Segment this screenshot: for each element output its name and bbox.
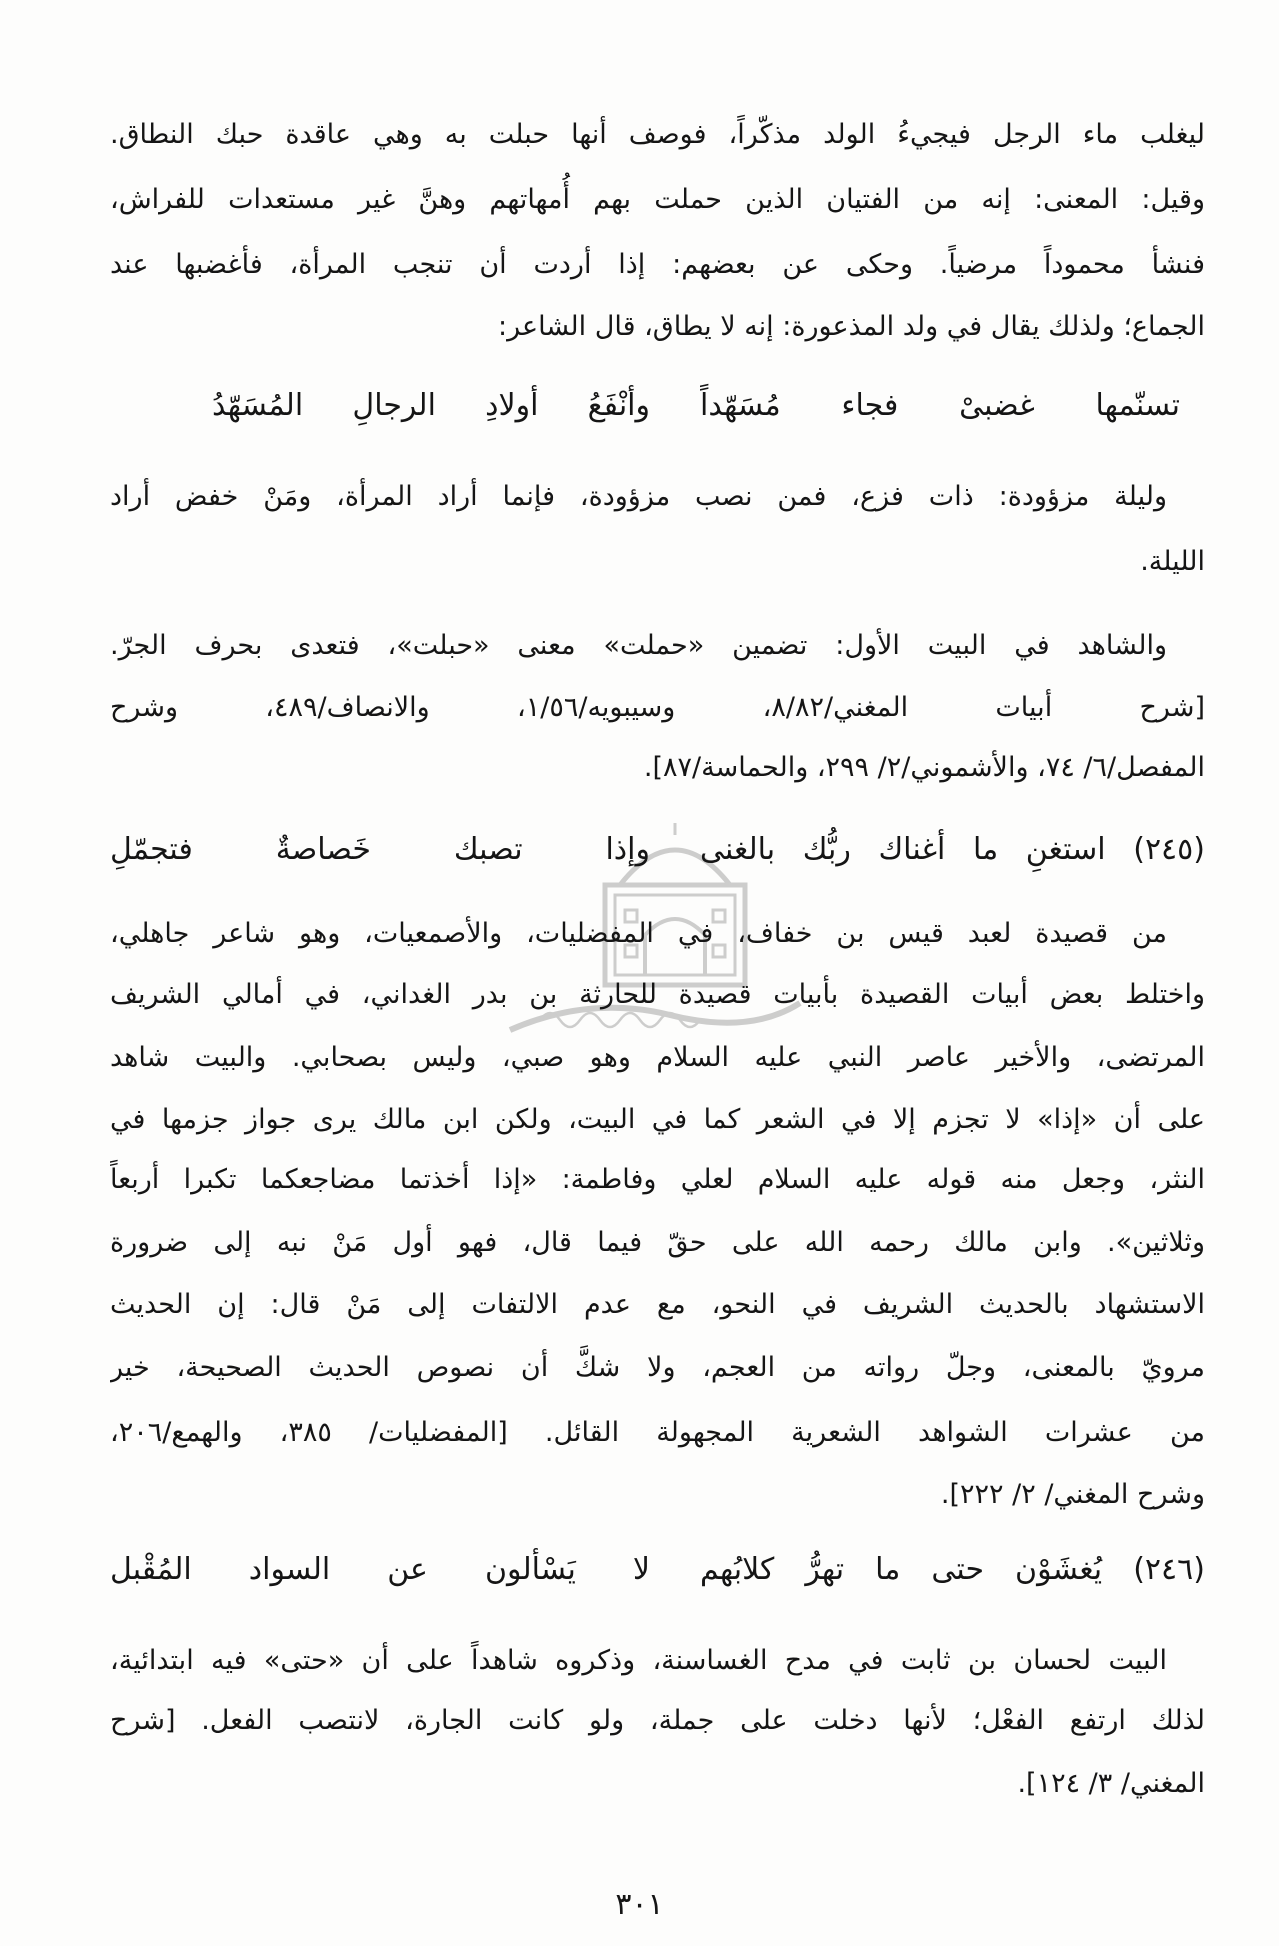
verse-first-hemistich (700, 820, 1205, 880)
commentary-line: النثر، وجعل منه قوله عليه السلام لعلي وفاطمة: «إذا أخذتما مضاجعكما تكبرا أربعاً (110, 1164, 1205, 1195)
verse-second-hemistich: لا يَسْألون عن السواد المُقْبل (110, 1552, 650, 1587)
commentary-line: وثلاثين». وابن مالك رحمه الله على حقّ فيما قال، فهو أول مَنْ نبه إلى ضرورة (110, 1227, 1205, 1258)
commentary-line: البيت لحسان بن ثابت في مدح الغساسنة، وذكروه شاهداً على أن «حتى» فيه ابتدائية، (110, 1645, 1167, 1676)
commentary-line: المغني/ ٣/ ١٢٤]. (1017, 1768, 1205, 1799)
commentary-line: على أن «إذا» لا تجزم إلا في الشعر كما في البيت، ولكن ابن مالك يرى جواز جزمها في (110, 1104, 1205, 1135)
verse-second-hemistich: وأنْفَعُ أولادِ الرجالِ المُسَهّدُ (212, 388, 650, 423)
paragraph-line: الجماع؛ ولذلك يقال في ولد المذعورة: إنه لا يطاق، قال الشاعر: (498, 311, 1205, 342)
paragraph-line: والشاهد في البيت الأول: تضمين «حملت» معنى «حبلت»، فتعدى بحرف الجرّ. (110, 630, 1167, 661)
hemistich-text: يُغشَوْن حتى ما تهرُّ كلابُهم (700, 1552, 1103, 1587)
verse-first-hemistich: تسنّمها غضبىْ فجاء مُسَهّداً (700, 388, 1180, 423)
page-number: ٣٠١ (615, 1887, 664, 1922)
commentary-line: من قصيدة لعبد قيس بن خفاف، في المفضليات، والأصمعيات، وهو شاعر جاهلي، (110, 918, 1167, 949)
commentary-line: مرويّ بالمعنى، وجلّ رواته من العجم، ولا شكَّ أن نصوص الحديث الصحيحة، خير (110, 1352, 1205, 1383)
paragraph-line: وليلة مزؤودة: ذات فزع، فمن نصب مزؤودة، فإنما أراد المرأة، ومَنْ خفض أراد (110, 481, 1167, 512)
paragraph-line: ليغلب ماء الرجل فيجيءُ الولد مذكّراً، فوصف أنها حبلت به وهي عاقدة حبك النطاق. (110, 119, 1205, 150)
commentary-line: لذلك ارتفع الفعْل؛ لأنها دخلت على جملة، ولو كانت الجارة، لانتصب الفعل. [شرح (110, 1705, 1205, 1736)
entry-number: (٢٤٦) (1133, 1552, 1205, 1587)
commentary-line: المرتضى، والأخير عاصر النبي عليه السلام وهو صبي، وليس بصحابي. والبيت شاهد (110, 1042, 1205, 1073)
reference-line: [شرح أبيات المغني/٨/٨٢، وسيبويه/١/٥٦، والانصاف/٤٨٩، وشرح (110, 692, 1205, 723)
commentary-line: واختلط بعض أبيات القصيدة بأبيات قصيدة للحارثة بن بدر الغداني، في أمالي الشريف (110, 979, 1205, 1010)
verse-second-hemistich: وإذا تصبك خَصاصةٌ فتجمّلِ (110, 832, 650, 867)
paragraph-line: فنشأ محموداً مرضياً. وحكى عن بعضهم: إذا أردت أن تنجب المرأة، فأغضبها عند (110, 249, 1205, 280)
commentary-line: الاستشهاد بالحديث الشريف في النحو، مع عدم الالتفات إلى مَنْ قال: إن الحديث (110, 1289, 1205, 1320)
paragraph-line: الليلة. (1140, 546, 1205, 577)
commentary-line: من عشرات الشواهد الشعرية المجهولة القائل. [المفضليات/ ٣٨٥، والهمع/٢٠٦، (110, 1417, 1205, 1448)
reference-line: المفصل/٦/ ٧٤، والأشموني/٢/ ٢٩٩، والحماسة/٨٧]. (643, 752, 1205, 783)
commentary-line: وشرح المغني/ ٢/ ٢٢٢]. (940, 1479, 1205, 1510)
paragraph-line: وقيل: المعنى: إنه من الفتيان الذين حملت بهم أُمهاتهم وهنَّ غير مستعدات للفراش، (110, 184, 1205, 215)
hemistich-text: استغنِ ما أغناك ربُّك بالغنى (700, 832, 1106, 867)
entry-number: (٢٤٥) (1133, 832, 1205, 867)
verse-first-hemistich (700, 1540, 1205, 1600)
